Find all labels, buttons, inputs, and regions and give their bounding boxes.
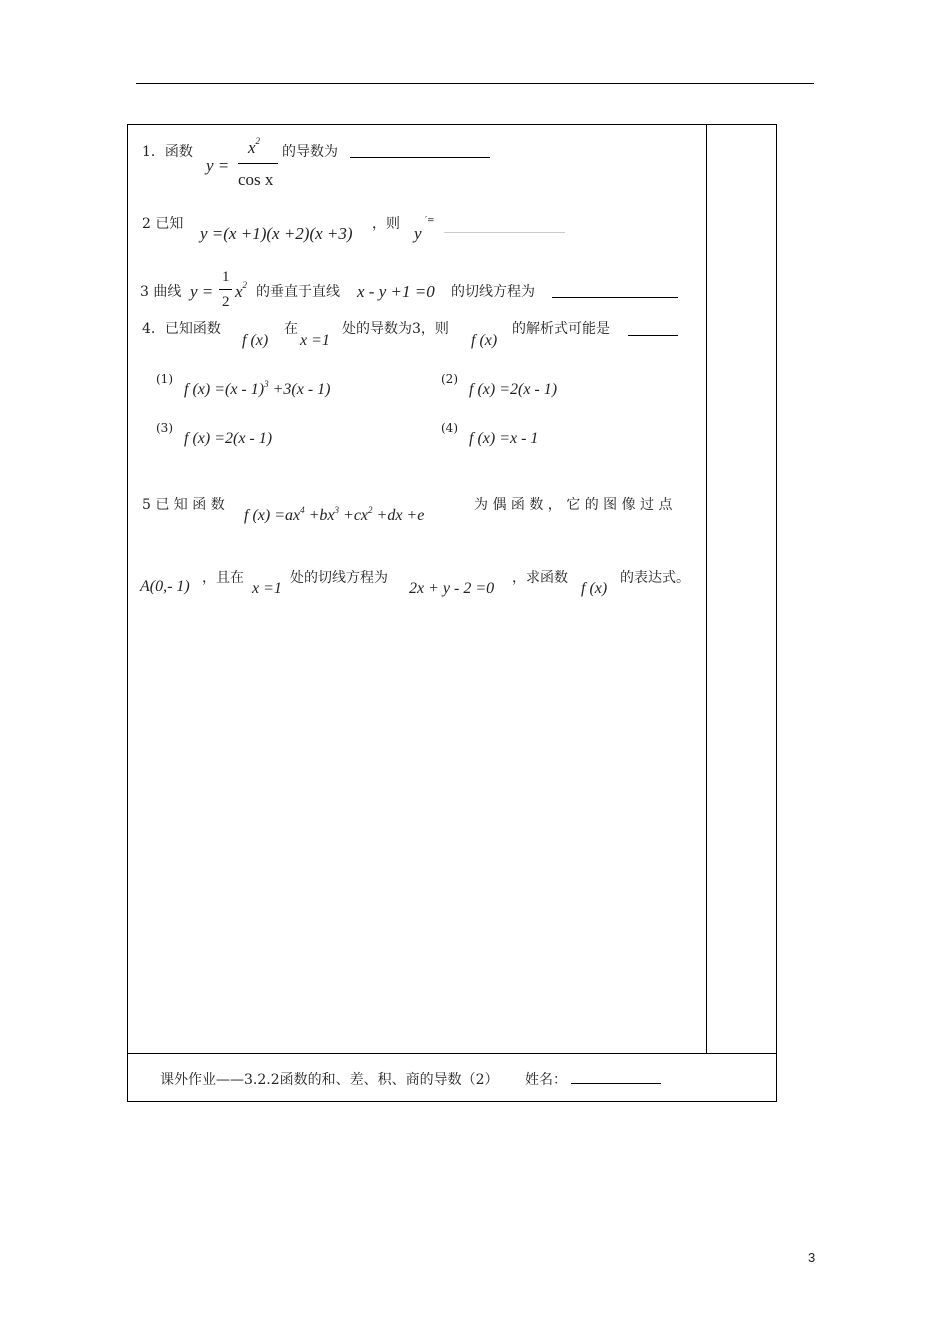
name-blank[interactable] bbox=[571, 1083, 661, 1084]
q1-denominator: cos x bbox=[238, 170, 274, 189]
option-number: (3) bbox=[156, 421, 173, 435]
q3-fraction-denominator: 2 bbox=[222, 294, 230, 310]
header-rule bbox=[136, 83, 814, 84]
q2-answer-line[interactable]: ______________________ bbox=[444, 220, 565, 233]
option-number: (4) bbox=[441, 421, 458, 435]
q4-fx-2: f (x) bbox=[471, 332, 498, 349]
page-number: 3 bbox=[808, 1250, 816, 1265]
q1-lhs: y = bbox=[206, 156, 230, 175]
q1-answer-blank[interactable] bbox=[350, 157, 490, 158]
q5-text-even: 为 偶 函 数 ， 它 的 图 像 过 点 bbox=[474, 497, 673, 513]
q3-x-squared: $x^2$ bbox=[235, 280, 248, 301]
q5-text-find: ，求函数 bbox=[512, 570, 568, 586]
q1-label: 1．函数 bbox=[142, 144, 193, 160]
option-expression: f (x) =x - 1 bbox=[469, 430, 539, 447]
q4-text-mid: 处的导数为3，则 bbox=[342, 321, 449, 337]
footer-divider bbox=[128, 1053, 776, 1054]
q4-label: 4．已知函数 bbox=[142, 321, 221, 337]
q4-fx-1: f (x) bbox=[242, 332, 269, 349]
q5-x-equals: x =1 bbox=[252, 580, 282, 597]
q3-answer-blank[interactable] bbox=[552, 297, 678, 298]
q2-prime-mark: ′= bbox=[425, 216, 435, 226]
q3-lhs: y = bbox=[190, 282, 214, 301]
q3-text-perpendicular: 的垂直于直线 bbox=[256, 284, 340, 300]
q4-answer-blank[interactable] bbox=[628, 335, 678, 336]
q3-line-expression: x - y +1 =0 bbox=[357, 282, 435, 301]
q2-mid-text: ，则 bbox=[372, 216, 400, 232]
q5-text-tangent: 处的切线方程为 bbox=[290, 570, 388, 586]
footer bbox=[160, 1069, 661, 1089]
q1-suffix: 的导数为 bbox=[282, 144, 338, 160]
option-expression: f (x) =2(x - 1) bbox=[184, 430, 273, 447]
option-number: (2) bbox=[441, 372, 458, 386]
worksheet-frame bbox=[127, 124, 777, 1102]
q3-fraction-bar bbox=[219, 289, 232, 290]
option-expression: f (x) =(x - 1)$^3$ +3(x - 1) bbox=[184, 379, 331, 398]
q4-x-equals: x =1 bbox=[300, 332, 330, 349]
q5-function: f $(x) =ax^4 +bx^3 +cx^2 +dx +e$ bbox=[244, 505, 425, 524]
q4-text-at: 在 bbox=[284, 321, 298, 337]
q5-label: 5 已 知 函 数 bbox=[142, 497, 225, 513]
q5-fx: f (x) bbox=[581, 580, 608, 597]
q4-text-end: 的解析式可能是 bbox=[512, 321, 610, 337]
q3-fraction-numerator: 1 bbox=[222, 269, 230, 285]
footer-title: 课外作业——3.2.2函数的和、差、积、商的导数（2） bbox=[160, 1072, 499, 1088]
q2-label: 2 已知 bbox=[142, 216, 184, 232]
q5-text-end: 的表达式。 bbox=[620, 570, 690, 586]
side-column-divider bbox=[706, 125, 707, 1053]
q5-tangent-equation: 2x + y - 2 =0 bbox=[409, 580, 495, 597]
q5-point: A(0,- 1) bbox=[140, 578, 190, 595]
option-number: (1) bbox=[156, 372, 173, 386]
q1-fraction-bar bbox=[238, 163, 278, 164]
q1-numerator: $x^2$ bbox=[248, 136, 261, 157]
q2-expression: y =(x +1)(x +2)(x +3) bbox=[200, 224, 353, 243]
q5-text-and: ，且在 bbox=[202, 570, 244, 586]
option-expression: f (x) =2(x - 1) bbox=[469, 381, 558, 398]
q3-text-tangent: 的切线方程为 bbox=[451, 284, 535, 300]
name-label: 姓名： bbox=[524, 1072, 567, 1088]
q2-y-prime: y bbox=[414, 224, 422, 243]
q3-label: 3 曲线 bbox=[140, 284, 182, 300]
